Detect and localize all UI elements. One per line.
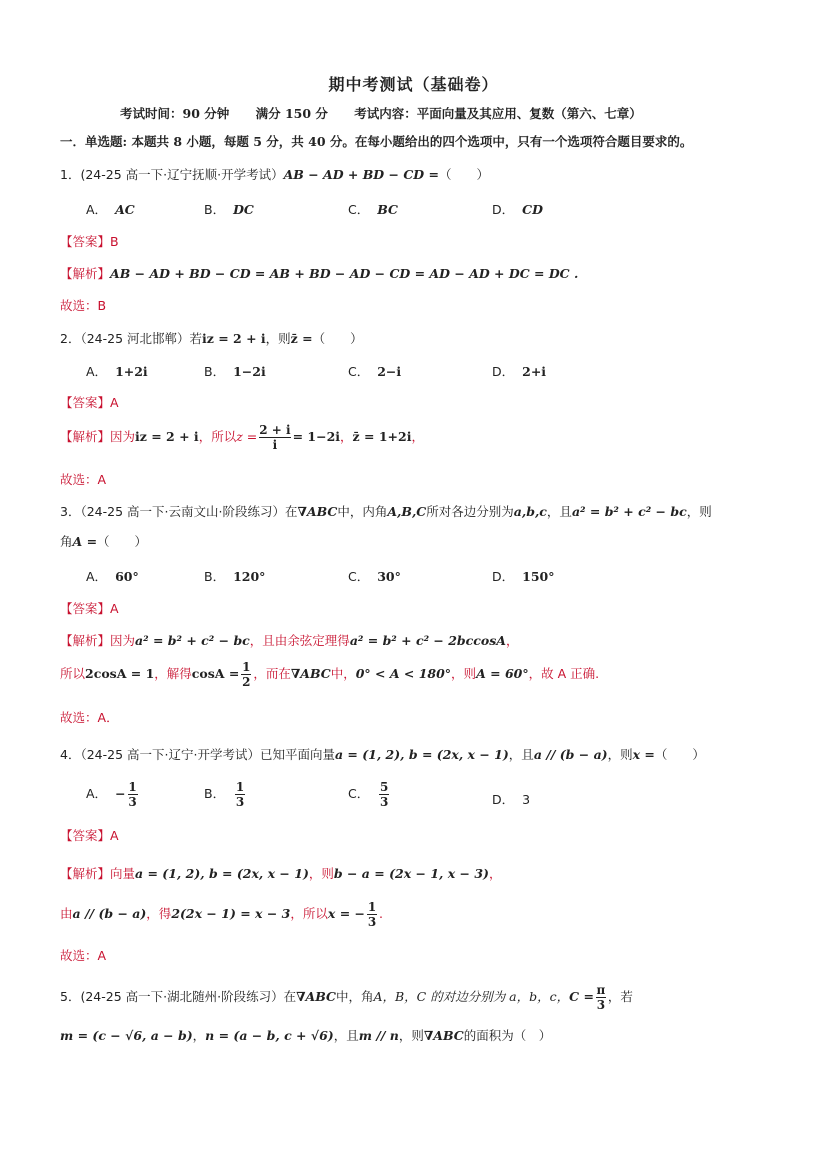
exam-time: 考试时间：90 分钟 bbox=[120, 106, 230, 121]
exam-content: 考试内容：平面向量及其应用、复数（第六、七章） bbox=[354, 106, 642, 121]
q3-analysis-line2: 所以2cosA = 1，解得cosA = $\frac{1}{2}$ ，而在∇ABC中，0° < A < 180°，则A = 60°，故 A 正确. bbox=[60, 660, 600, 689]
q1-stem: 1．(24-25 高一下·辽宁抚顺·开学考试）AB − AD + BD − CD =（ ） bbox=[60, 167, 489, 182]
q4-analysis: 【解析】向量a = (1, 2), b = (2x, x − 1)，则b − a = (2x − 1, x − 3)， bbox=[60, 866, 502, 881]
q2-conclusion: 故选：A bbox=[60, 472, 107, 487]
q4-stem: 4．（24-25 高一下·辽宁·开学考试）已知平面向量a = (1, 2), b = (2x, x − 1)，且a // (b − a)，则x =（ ） bbox=[60, 747, 705, 762]
q1-option-c: C． BC bbox=[348, 202, 398, 217]
q1-expression: AB − AD + BD − CD = bbox=[283, 167, 439, 182]
q1-answer: 【答案】B bbox=[60, 234, 119, 249]
q4-option-d: D． 3 bbox=[492, 792, 531, 807]
q1-option-b: B． DC bbox=[204, 202, 254, 217]
q2-option-c: C． 2−i bbox=[348, 364, 402, 379]
q2-stem: 2．（24-25 河北邯郸）若iz = 2 + i，则z̄ =（ ） bbox=[60, 331, 363, 346]
q3-option-c: C． 30° bbox=[348, 569, 401, 584]
q3-option-b: B． 120° bbox=[204, 569, 266, 584]
q3-stem-line2: 角A =（ ） bbox=[60, 534, 148, 549]
q4-conclusion: 故选：A bbox=[60, 948, 107, 963]
q3-option-a: A． 60° bbox=[86, 569, 139, 584]
q5-stem-line2: m = (c − √6, a − b)，n = (a − b, c + √6)，且m // n，则∇ABC的面积为（ ） bbox=[60, 1028, 552, 1043]
q3-conclusion: 故选：A． bbox=[60, 710, 119, 725]
q3-answer: 【答案】A bbox=[60, 601, 119, 616]
q1-option-d: D． CD bbox=[492, 202, 543, 217]
q3-option-d: D． 150° bbox=[492, 569, 555, 584]
q2-analysis: 【解析】因为iz = 2 + i，所以z = $\frac{2 + i}{i}$ = 1−2i，z̄ = 1+2i， bbox=[60, 423, 424, 452]
q2-answer: 【答案】A bbox=[60, 395, 119, 410]
q4-analysis-line2: 由a // (b − a)，得2(2x − 1) = x − 3，所以x = − $\frac{1}{3}$ . bbox=[60, 900, 383, 929]
section-heading: 一．单选题: 本题共 8 小题，每题 5 分，共 40 分。在每小题给出的四个选项中，只有一个选项符合题目要求的。 bbox=[60, 134, 693, 149]
q4-option-a: A． − $\frac{1}{3}$ bbox=[86, 780, 137, 809]
q5-stem: 5．(24-25 高一下·湖北随州·阶段练习）在∇ABC中，角A，B，C 的对边分别为 a，b，c，C = $\frac{\pi}{3}$ ，若 bbox=[60, 983, 633, 1012]
q4-option-b: B． $\frac{1}{3}$ bbox=[204, 780, 245, 809]
q1-option-a: A． AC bbox=[86, 202, 135, 217]
q2-option-a: A． 1+2i bbox=[86, 364, 148, 379]
q4-option-c: C． $\frac{5}{3}$ bbox=[348, 780, 389, 809]
exam-score: 满分 150 分 bbox=[255, 106, 328, 121]
q2-option-d: D． 2+i bbox=[492, 364, 547, 379]
q1-analysis: 【解析】AB − AD + BD − CD = AB + BD − AD − CD = AD − AD + DC = DC . bbox=[60, 266, 579, 281]
q3-analysis: 【解析】因为a² = b² + c² − bc，且由余弦定理得a² = b² + c² − 2bccosA， bbox=[60, 633, 519, 648]
q4-answer: 【答案】A bbox=[60, 828, 119, 843]
q1-conclusion: 故选：B bbox=[60, 298, 107, 313]
page-title: 期中考测试（基础卷） bbox=[328, 75, 499, 94]
q3-stem: 3．（24-25 高一下·云南文山·阶段练习）在∇ABC中，内角A,B,C所对各边分别为a,b,c，且a² = b² + c² − bc，则 bbox=[60, 504, 712, 519]
exam-meta bbox=[120, 104, 740, 122]
q2-option-b: B． 1−2i bbox=[204, 364, 266, 379]
